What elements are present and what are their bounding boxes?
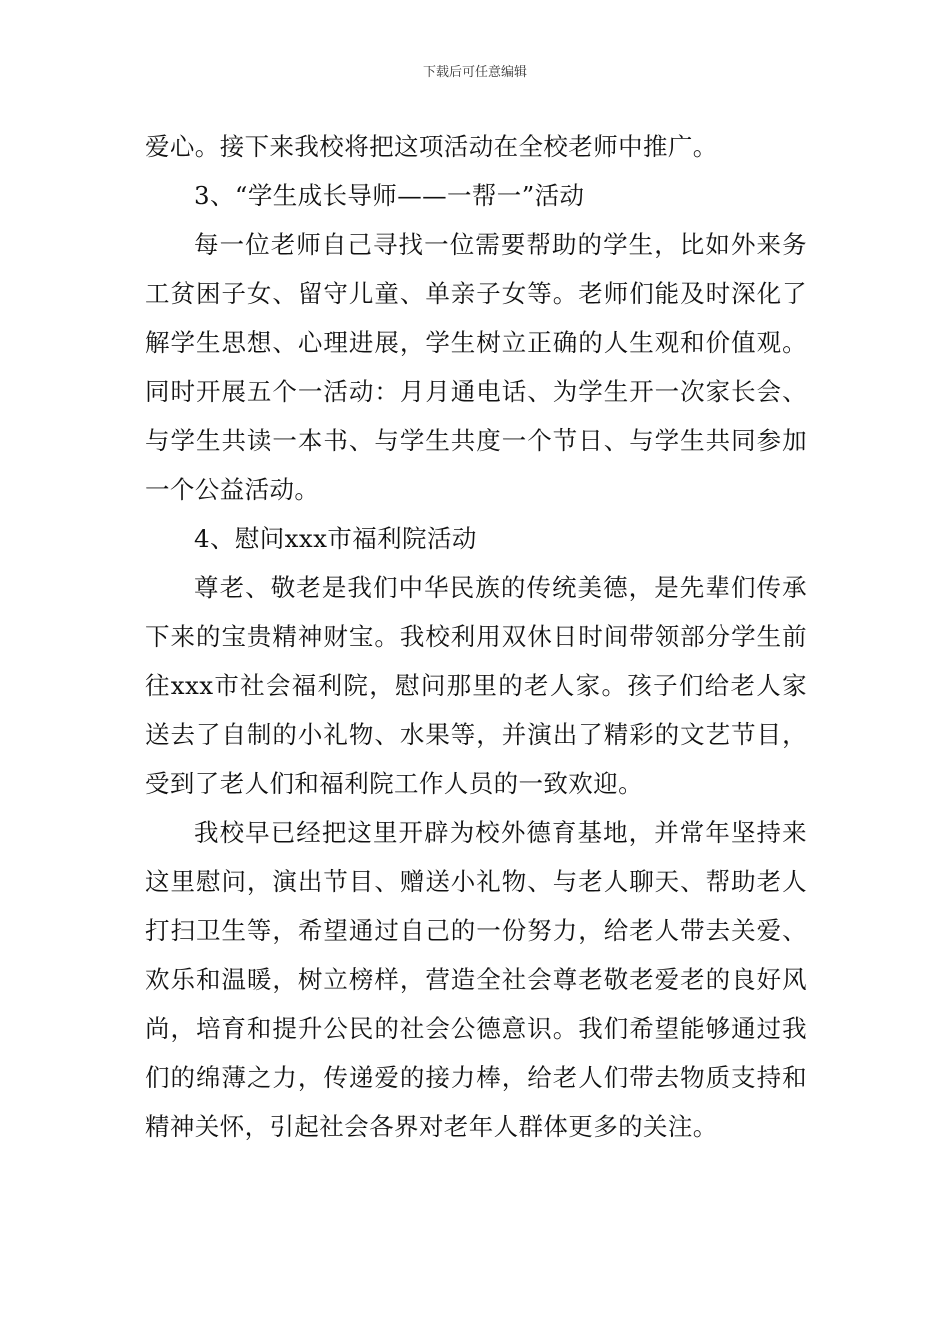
paragraph-3: 尊老、敬老是我们中华民族的传统美德，是先辈们传承下来的宝贵精神财宝。我校利用双休日时间带领部分学生前往xxx市社会福利院，慰问那里的老人家。孩子们给老人家送去了自制的小礼物、水果等，并演出了精彩的文艺节目，受到了老人们和福利院工作人员的一致欢迎。 [145,573,807,798]
paragraph-2: 每一位老师自己寻找一位需要帮助的学生，比如外来务工贫困子女、留守儿童、单亲子女等。老师们能及时深化了解学生思想、心理进展，学生树立正确的人生观和价值观。同时开展五个一活动：月月通电话、为学生开一次家长会、与学生共读一本书、与学生共度一个节日、与学生共同参加一个公益活动。 [145,230,807,504]
paragraph-4: 我校早已经把这里开辟为校外德育基地，并常年坚持来这里慰问，演出节目、赠送小礼物、与老人聊天、帮助老人打扫卫生等，希望通过自己的一份努力，给老人带去关爱、欢乐和温暖，树立榜样，营造全社会尊老敬老爱老的良好风尚，培育和提升公民的社会公德意识。我们希望能够通过我们的绵薄之力，传递爱的接力棒，给老人们带去物质支持和精神关怀，引起社会各界对老年人群体更多的关注。 [145,818,807,1141]
paragraph-1: 爱心。接下来我校将把这项活动在全校老师中推广。 [145,132,718,161]
document-body [145,122,807,1151]
section-heading-4: 4、慰问xxx市福利院活动 [194,524,477,553]
page-header: 下载后可任意编辑 [422,65,527,80]
section-heading-3: 3、“学生成长导师——一帮一”活动 [194,181,585,210]
